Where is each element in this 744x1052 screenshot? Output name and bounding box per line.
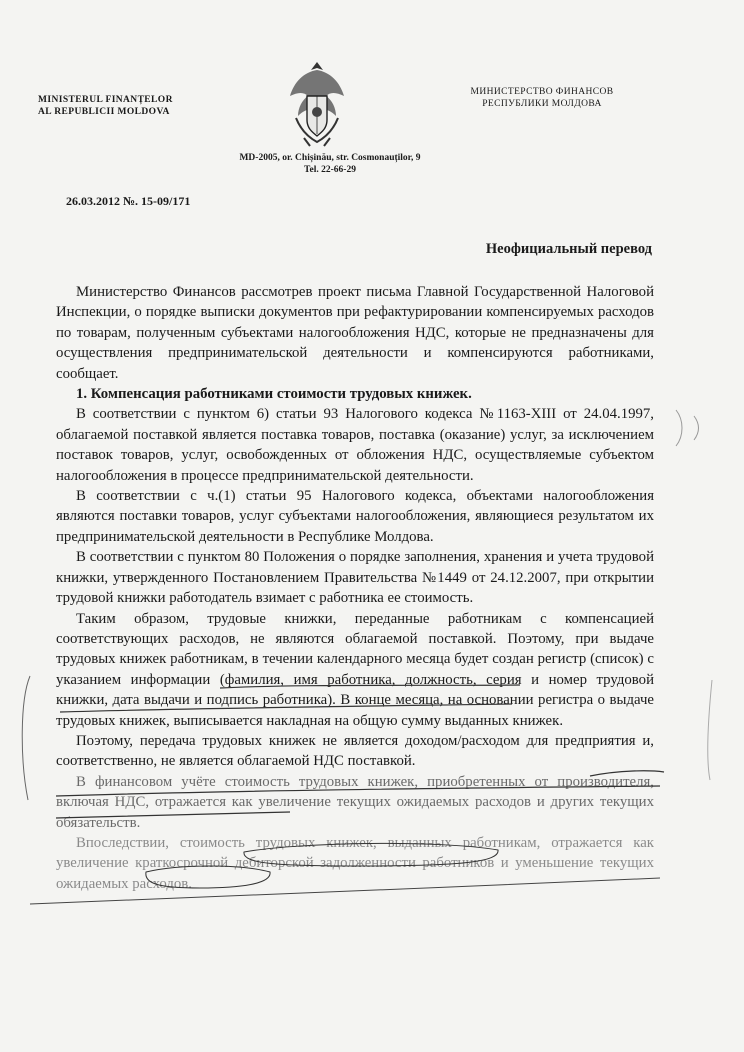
document-reference: 26.03.2012 №. 15-09/171 — [66, 194, 191, 208]
ministry-address — [200, 152, 460, 176]
paragraph-6: В финансовом учёте стоимость трудовых книжек, приобретенных от производителя, включая НДС, отражается как увеличение текущих ожидаемых расходов и других текущих обязательств. — [56, 773, 654, 831]
intro-paragraph: Министерство Финансов рассмотрев проект письма Главной Государственной Налоговой Инспекции, о порядке выписки документов при рефактурировании компенсируемых расходов по товарам, полученным субъектами налогообложения НДС, которые не предназначены для осуществления предпринимательской деятельности и компенсируются работниками, сообщает. — [56, 284, 654, 382]
ministry-name-romanian — [38, 94, 228, 118]
address-street: MD-2005, or. Chișinău, str. Cosmonauților, 9 — [239, 153, 421, 163]
section-1-heading: 1. Компенсация работниками стоимости трудовых книжек. — [76, 386, 472, 403]
ministry-name-russian — [442, 86, 642, 110]
paragraph-3: В соответствии с пунктом 80 Положения о порядке заполнения, хранения и учета трудовой книжки, утвержденного Постановлением Правительства №1449 от 24.12.2007, при открытии трудовой книжки работодатель взимает с работника ее стоимость. — [56, 549, 654, 607]
paragraph-5: Поэтому, передача трудовых книжек не является доходом/расходом для предприятия и, соответственно, не является облагаемой НДС поставкой. — [56, 732, 654, 770]
margin-arc-2 — [694, 416, 699, 440]
ministry-ro-line2: AL REPUBLICII MOLDOVA — [38, 107, 170, 117]
margin-arc-1 — [676, 410, 682, 446]
paragraph-4: Таким образом, трудовые книжки, переданные работникам с компенсацией соответствующих расходов, не являются облагаемой поставкой. Поэтому, при выдаче трудовых книжек работникам, в течении календарного месяца будет создан регистр (список) с указанием информации (фамилия, имя работника, должность, серия и номер трудовой книжки, дата выдачи и подпись работника). В конце месяца, на основании регистра о выдаче трудовых книжек, выписывается накладная на общую сумму выданных книжек. — [56, 610, 654, 729]
margin-bracket — [22, 676, 30, 800]
margin-stroke — [708, 680, 712, 780]
letter-body — [56, 282, 654, 894]
ministry-ro-line1: MINISTERUL FINANȚELOR — [38, 95, 173, 105]
paragraph-2: В соответствии с ч.(1) статьи 95 Налогового кодекса, объектами налогообложения являются поставки товаров, услуг субъектами налогообложения, являющиеся результатом их предпринимательской деятельности в Республике Молдова. — [56, 488, 654, 545]
ministry-ru-line2: РЕСПУБЛИКИ МОЛДОВА — [482, 99, 602, 109]
address-phone: Tel. 22-66-29 — [304, 165, 356, 175]
paragraph-7: Впоследствии, стоимость трудовых книжек, выданных работникам, отражается как увеличение краткосрочной дебиторской задолженности работников и уменьшение текущих ожидаемых расходов. — [56, 834, 654, 892]
unofficial-translation-label: Неофициальный перевод — [485, 241, 652, 257]
paragraph-1: В соответствии с пунктом 6) статьи 93 Налогового кодекса №1163-XIII от 24.04.1997, облагаемой поставкой является поставка товаров, поставка (оказание) услуг, за исключением поставок товаров, услуг, освобожденных от обложения НДС, осуществляемые субъектом налогообложения в процессе предпринимательской деятельности. — [56, 406, 654, 484]
ministry-ru-line1: МИНИСТЕРСТВО ФИНАНСОВ — [470, 87, 614, 97]
coat-of-arms-icon — [286, 58, 348, 148]
